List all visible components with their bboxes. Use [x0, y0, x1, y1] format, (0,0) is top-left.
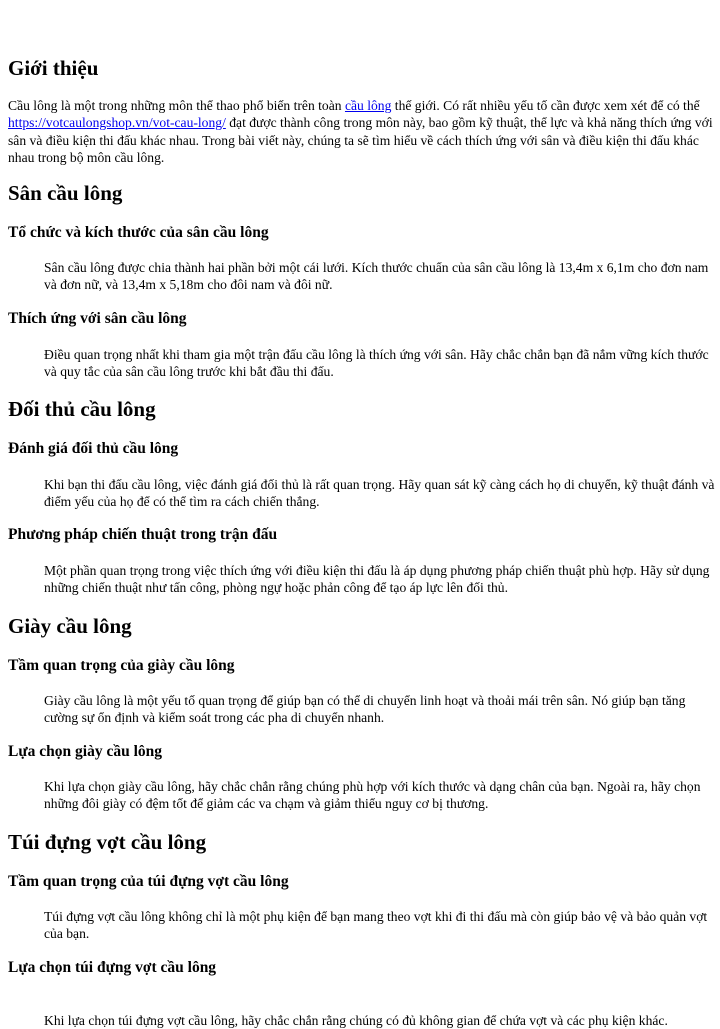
subsection-heading: Tầm quan trọng của túi đựng vợt cầu lông: [8, 873, 289, 890]
intro-text-3: đạt được thành công trong môn này, bao gồm kỹ thuật, thể lực và khả năng thích ứng với sân và điều kiện thi đấu khác nhau. Trong bài viết này, chúng ta sẽ tìm hiểu về cách thích ứng với sân và điều kiện thi đấu khác nhau trong bộ môn cầu lông.: [8, 115, 713, 165]
subsection-paragraph: Túi đựng vợt cầu lông không chỉ là một phụ kiện để bạn mang theo vợt khi đi thi đấu mà còn giúp bảo vệ và bảo quản vợt của bạn.: [44, 909, 708, 942]
subsection-paragraph: Khi bạn thi đấu cầu lông, việc đánh giá đối thủ là rất quan trọng. Hãy quan sát kỹ càng cách họ di chuyển, kỹ thuật đánh và điểm yếu của họ để có thể tìm ra cách chiến thắng.: [44, 477, 715, 510]
subsection-heading: Tổ chức và kích thước của sân cầu lông: [8, 224, 269, 241]
subsection-heading: Lựa chọn túi đựng vợt cầu lông: [8, 959, 217, 976]
subsection-paragraph: Điều quan trọng nhất khi tham gia một trận đấu cầu lông là thích ứng với sân. Hãy chắc chắn bạn đã nắm vững kích thước và quy tắc của sân cầu lông trước khi bắt đầu thi đấu.: [44, 347, 709, 380]
subsection-paragraph: Một phần quan trọng trong việc thích ứng với điều kiện thi đấu là áp dụng phương pháp chiến thuật phù hợp. Hãy sử dụng những chiến thuật như tấn công, phòng ngự hoặc phản công để tạo áp lực lên đối thủ.: [44, 563, 710, 596]
intro-text-2: thế giới. Có rất nhiều yếu tố cần được xem xét để có thể: [391, 98, 700, 113]
subsection-heading: Lựa chọn giày cầu lông: [8, 743, 162, 760]
subsection-heading: Thích ứng với sân cầu lông: [8, 310, 187, 327]
section-heading: Đối thủ cầu lông: [8, 397, 156, 421]
section-heading: Túi đựng vợt cầu lông: [8, 830, 207, 854]
section-heading: Giày cầu lông: [8, 614, 132, 638]
link-vot-cau-long[interactable]: https://votcaulongshop.vn/vot-cau-long/: [8, 115, 226, 131]
subsection-paragraph: Khi lựa chọn túi đựng vợt cầu lông, hãy chắc chắn rằng chúng có đủ không gian để chứa vợt và các phụ kiện khác.: [44, 1013, 668, 1028]
subsection-paragraph: Khi lựa chọn giày cầu lông, hãy chắc chắn rằng chúng phù hợp với kích thước và dạng chân của bạn. Ngoài ra, hãy chọn những đôi giày có đệm tốt để giảm các va chạm và giảm thiểu nguy cơ bị thương.: [44, 779, 701, 812]
intro-heading: Giới thiệu: [8, 56, 99, 80]
subsection-heading: Tầm quan trọng của giày cầu lông: [8, 657, 235, 674]
intro-text-1: Cầu lông là một trong những môn thể thao phổ biến trên toàn: [8, 98, 345, 113]
subsection-heading: Đánh giá đối thủ cầu lông: [8, 440, 179, 457]
cut-off-paragraph: [8, 1012, 712, 1028]
section-heading: Sân cầu lông: [8, 181, 123, 205]
subsection-paragraph: Giày cầu lông là một yếu tố quan trọng để giúp bạn có thể di chuyển linh hoạt và thoải mái trên sân. Nó giúp bạn tăng cường sự ổn định và kiểm soát trong các pha di chuyển nhanh.: [44, 693, 686, 726]
link-cau-long[interactable]: cầu lông: [344, 98, 392, 113]
subsection-paragraph: Sân cầu lông được chia thành hai phần bởi một cái lưới. Kích thước chuẩn của sân cầu lông là 13,4m x 6,1m cho đơn nam và đơn nữ, và 13,4m x 5,18m cho đôi nam và đôi nữ.: [44, 260, 709, 293]
subsection-heading: Phương pháp chiến thuật trong trận đấu: [8, 526, 278, 543]
intro-paragraph: [8, 97, 714, 166]
